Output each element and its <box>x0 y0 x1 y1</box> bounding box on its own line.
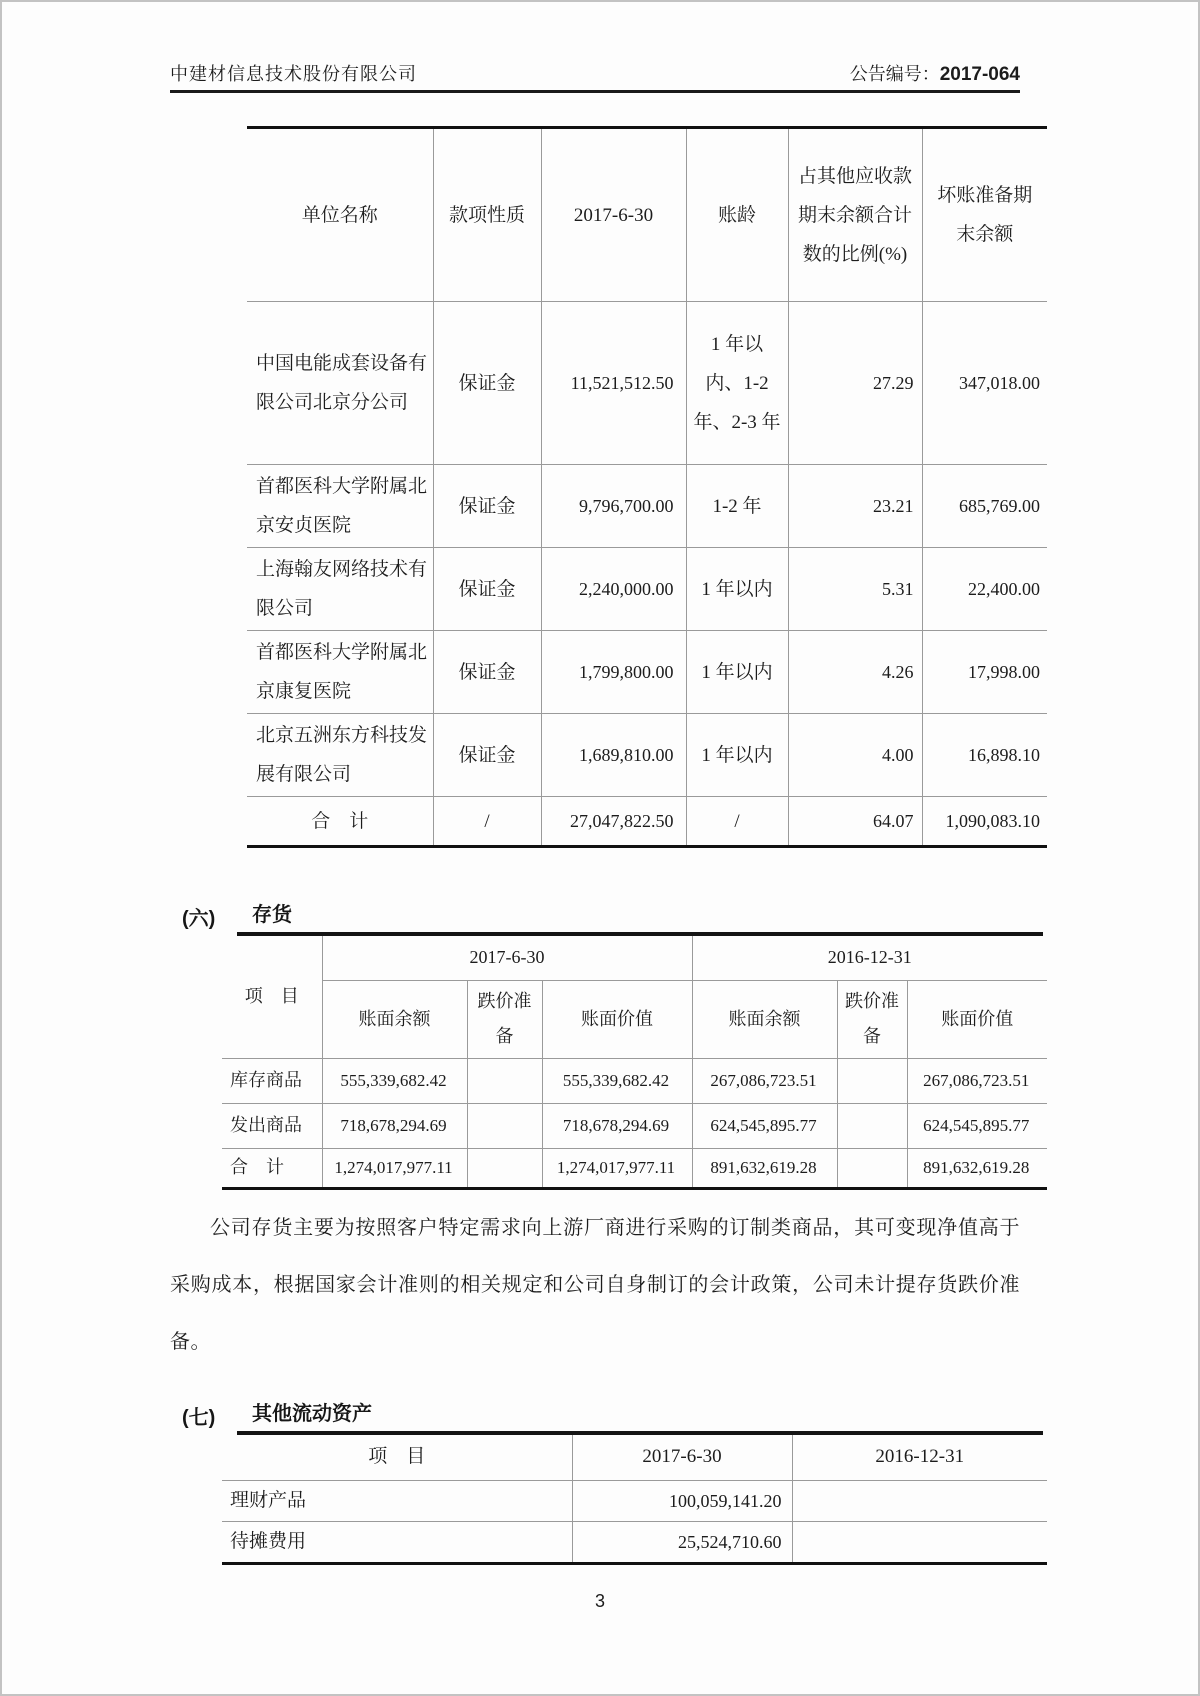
table-header-row <box>247 128 1047 302</box>
section-title-underline <box>237 898 1043 936</box>
table-row <box>222 1103 1047 1148</box>
period2-header: 2016-12-31 <box>692 936 1047 980</box>
impairment-header: 跌价准备 <box>837 980 907 1058</box>
amount-cell: 11,521,512.50 <box>541 302 686 465</box>
inventory-section-heading <box>182 898 1043 936</box>
amount-cell: 27,047,822.50 <box>541 797 686 847</box>
document-header <box>170 60 1020 86</box>
inventory-table <box>222 936 1047 1190</box>
impair2-cell <box>837 1103 907 1148</box>
section-label: (七) <box>182 1406 216 1429</box>
balance-header: 账面余额 <box>322 980 467 1058</box>
impair2-cell <box>837 1148 907 1188</box>
aging-cell: 1 年以内、1-2 年、2-3 年 <box>686 302 788 465</box>
company-name: 中建材信息技术股份有限公司 <box>170 64 417 84</box>
notice-number <box>850 60 1020 86</box>
nature-cell: 保证金 <box>433 302 541 465</box>
balance2-cell: 624,545,895.77 <box>692 1103 837 1148</box>
aging-cell: 1 年以内 <box>686 714 788 797</box>
unit-name-cell: 上海翰友网络技术有限公司 <box>247 548 433 631</box>
amount-cell: 1,689,810.00 <box>541 714 686 797</box>
value2-cell <box>792 1481 1047 1522</box>
nature-cell: 保证金 <box>433 465 541 548</box>
table-row <box>247 465 1047 548</box>
value2-cell: 624,545,895.77 <box>907 1103 1047 1148</box>
unit-name-cell: 中国电能成套设备有限公司北京分公司 <box>247 302 433 465</box>
impair1-cell <box>467 1103 542 1148</box>
value2-cell: 267,086,723.51 <box>907 1058 1047 1103</box>
aging-cell: 1 年以内 <box>686 548 788 631</box>
period1-header: 2017-6-30 <box>572 1435 792 1481</box>
item-cell: 库存商品 <box>222 1058 322 1103</box>
value1-cell: 1,274,017,977.11 <box>542 1148 692 1188</box>
section-title: 其他流动资产 <box>252 1402 372 1425</box>
value1-cell: 555,339,682.42 <box>542 1058 692 1103</box>
table-total-row <box>247 797 1047 847</box>
col-header-period: 2017-6-30 <box>541 128 686 302</box>
balance1-cell: 1,274,017,977.11 <box>322 1148 467 1188</box>
provision-cell: 685,769.00 <box>922 465 1047 548</box>
ratio-cell: 27.29 <box>788 302 922 465</box>
table-row <box>247 714 1047 797</box>
table-row <box>222 1481 1047 1522</box>
nature-cell: 保证金 <box>433 631 541 714</box>
item-cell: 理财产品 <box>222 1481 572 1522</box>
total-label-cell: 合 计 <box>222 1148 322 1188</box>
other-current-assets-heading <box>182 1397 1043 1435</box>
notice-number-value: 2017-064 <box>939 64 1020 85</box>
value1-cell: 718,678,294.69 <box>542 1103 692 1148</box>
table-row <box>222 1058 1047 1103</box>
balance2-cell: 891,632,619.28 <box>692 1148 837 1188</box>
item-cell: 待摊费用 <box>222 1522 572 1564</box>
value-header: 账面价值 <box>542 980 692 1058</box>
notice-label: 公告编号： <box>849 64 940 84</box>
ratio-cell: 5.31 <box>788 548 922 631</box>
impair2-cell <box>837 1058 907 1103</box>
provision-cell: 347,018.00 <box>922 302 1047 465</box>
period1-header: 2017-6-30 <box>322 936 692 980</box>
other-current-assets-table <box>222 1435 1047 1566</box>
col-header-aging: 账龄 <box>686 128 788 302</box>
item-cell: 发出商品 <box>222 1103 322 1148</box>
header-rule <box>170 90 1020 93</box>
aging-cell: / <box>686 797 788 847</box>
impair1-cell <box>467 1148 542 1188</box>
col-header-provision: 坏账准备期末余额 <box>922 128 1047 302</box>
col-header-unit-name: 单位名称 <box>247 128 433 302</box>
table-header-row <box>222 936 1047 980</box>
section-title-underline <box>237 1397 1043 1435</box>
table-row <box>222 1522 1047 1564</box>
unit-name-cell: 首都医科大学附属北京安贞医院 <box>247 465 433 548</box>
value-header: 账面价值 <box>907 980 1047 1058</box>
unit-name-cell: 北京五洲东方科技发展有限公司 <box>247 714 433 797</box>
other-receivables-table <box>247 126 1047 848</box>
impairment-header: 跌价准备 <box>467 980 542 1058</box>
table-row <box>247 548 1047 631</box>
nature-cell: 保证金 <box>433 548 541 631</box>
impair1-cell <box>467 1058 542 1103</box>
nature-cell: / <box>433 797 541 847</box>
ratio-cell: 4.26 <box>788 631 922 714</box>
aging-cell: 1 年以内 <box>686 631 788 714</box>
ratio-cell: 4.00 <box>788 714 922 797</box>
ratio-cell: 23.21 <box>788 465 922 548</box>
amount-cell: 9,796,700.00 <box>541 465 686 548</box>
nature-cell: 保证金 <box>433 714 541 797</box>
item-header: 项 目 <box>222 1435 572 1481</box>
item-header: 项 目 <box>222 936 322 1058</box>
col-header-nature: 款项性质 <box>433 128 541 302</box>
provision-cell: 17,998.00 <box>922 631 1047 714</box>
table-header-row <box>222 1435 1047 1481</box>
value2-cell <box>792 1522 1047 1564</box>
balance2-cell: 267,086,723.51 <box>692 1058 837 1103</box>
inventory-note: 公司存货主要为按照客户特定需求向上游厂商进行采购的订制类商品，其可变现净值高于采购成本，根据国家会计准则的相关规定和公司自身制订的会计政策，公司未计提存货跌价准备。 <box>170 1216 1020 1353</box>
unit-name-cell: 首都医科大学附属北京康复医院 <box>247 631 433 714</box>
amount-cell: 1,799,800.00 <box>541 631 686 714</box>
period2-header: 2016-12-31 <box>792 1435 1047 1481</box>
amount-cell: 2,240,000.00 <box>541 548 686 631</box>
col-header-ratio: 占其他应收款期末余额合计数的比例(%) <box>788 128 922 302</box>
total-label-cell: 合 计 <box>247 797 433 847</box>
aging-cell: 1-2 年 <box>686 465 788 548</box>
balance1-cell: 718,678,294.69 <box>322 1103 467 1148</box>
table-total-row <box>222 1148 1047 1188</box>
section-title: 存货 <box>252 904 292 926</box>
ratio-cell: 64.07 <box>788 797 922 847</box>
value2-cell: 891,632,619.28 <box>907 1148 1047 1188</box>
table-row <box>247 631 1047 714</box>
table-row <box>247 302 1047 465</box>
page-number: 3 <box>594 1591 605 1611</box>
provision-cell: 1,090,083.10 <box>922 797 1047 847</box>
balance-header: 账面余额 <box>692 980 837 1058</box>
provision-cell: 22,400.00 <box>922 548 1047 631</box>
value1-cell: 100,059,141.20 <box>572 1481 792 1522</box>
section-label: (六) <box>182 908 216 930</box>
provision-cell: 16,898.10 <box>922 714 1047 797</box>
value1-cell: 25,524,710.60 <box>572 1522 792 1564</box>
balance1-cell: 555,339,682.42 <box>322 1058 467 1103</box>
table-subheader-row <box>222 980 1047 1058</box>
